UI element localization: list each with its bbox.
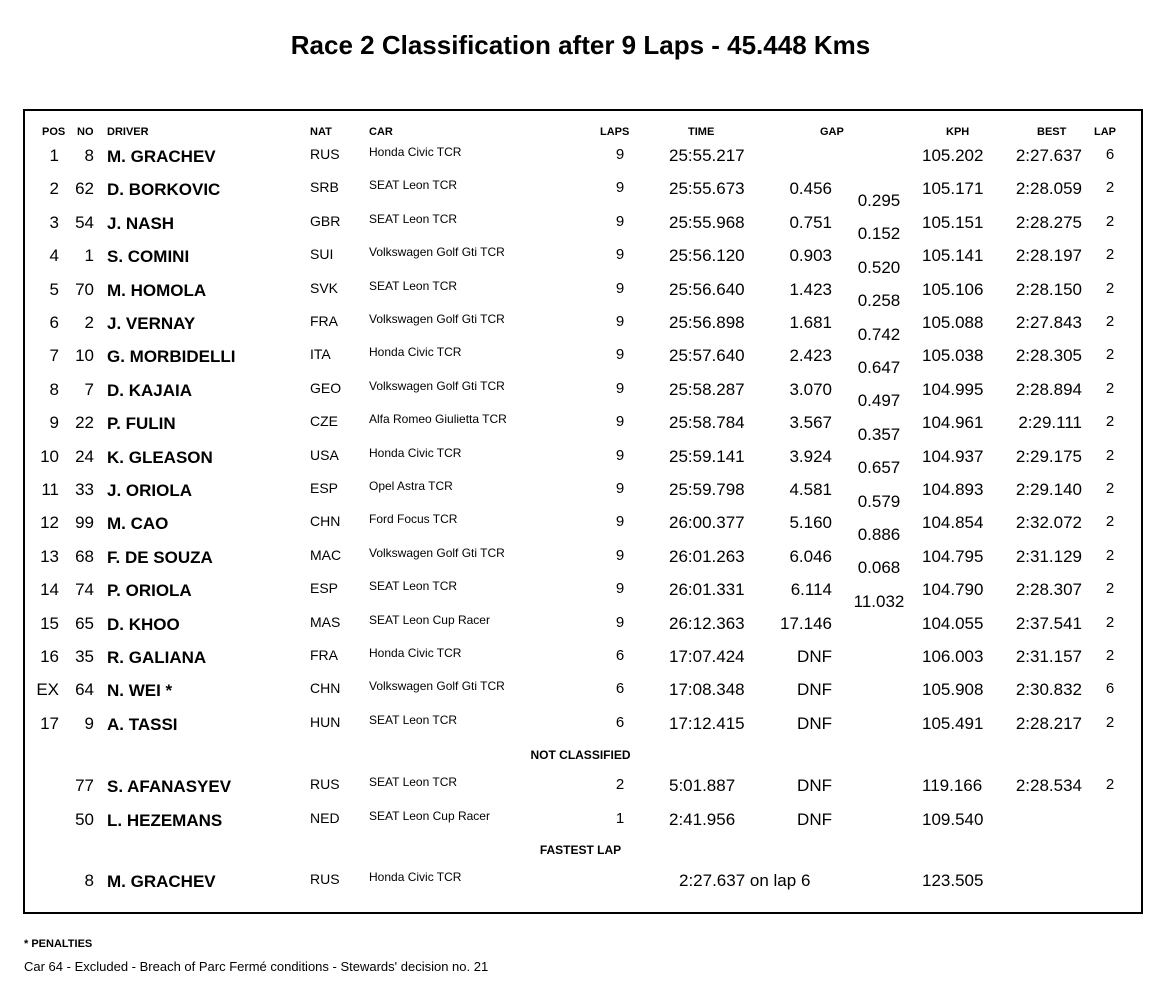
cell-pos: 2	[49, 179, 59, 198]
cell-nat: MAS	[310, 614, 341, 630]
cell-no: 99	[75, 513, 94, 532]
not-classified-heading: NOT CLASSIFIED	[530, 748, 631, 762]
cell-time: 25:58.784	[669, 413, 745, 432]
cell-time: 25:55.217	[669, 146, 745, 165]
cell-lap: 2	[1105, 776, 1115, 793]
interval-value: 0.295	[857, 191, 901, 210]
cell-driver: D. KAJAIA	[107, 381, 193, 400]
cell-driver: J. NASH	[107, 214, 175, 233]
cell-nat: CZE	[310, 413, 338, 429]
cell-best: 2:28.197	[1015, 246, 1082, 265]
cell-no: 24	[75, 447, 94, 466]
cell-nat: SVK	[310, 280, 339, 296]
cell-no: 1	[84, 246, 94, 265]
cell-gap: DNF	[797, 680, 832, 699]
cell-kph: 119.166	[922, 776, 983, 795]
cell-kph: 104.961	[922, 413, 984, 432]
cell-laps: 9	[615, 213, 625, 230]
cell-nat: ITA	[310, 346, 331, 362]
cell-car: Honda Civic TCR	[369, 446, 462, 460]
cell-kph: 104.937	[922, 447, 984, 466]
cell-kph: 104.893	[922, 480, 984, 499]
cell-kph: 105.088	[922, 313, 984, 332]
cell-driver: J. VERNAY	[107, 314, 196, 333]
cell-driver: K. GLEASON	[107, 448, 213, 467]
interval-value: 0.579	[857, 492, 901, 511]
cell-gap: 5.160	[789, 513, 832, 532]
cell-driver: G. MORBIDELLI	[107, 347, 236, 366]
cell-driver: L. HEZEMANS	[107, 811, 223, 830]
table-row	[0, 508, 1161, 541]
fastest-lap-nat: RUS	[310, 871, 340, 887]
cell-no: 74	[75, 580, 94, 599]
header-driver: DRIVER	[107, 126, 149, 138]
cell-driver: S. COMINI	[107, 247, 190, 266]
cell-lap: 2	[1105, 647, 1115, 664]
table-row	[0, 208, 1161, 241]
cell-best: 2:37.541	[1015, 614, 1082, 633]
fastest-lap-car: Honda Civic TCR	[369, 870, 462, 884]
not-classified-row	[0, 771, 1161, 804]
cell-driver: F. DE SOUZA	[107, 548, 213, 567]
cell-no: 77	[75, 776, 94, 795]
cell-laps: 9	[615, 313, 625, 330]
interval-value: 0.152	[857, 224, 901, 243]
not-classified-row	[0, 805, 1161, 838]
cell-driver: S. AFANASYEV	[107, 777, 232, 796]
cell-kph: 105.038	[922, 346, 984, 365]
cell-lap: 2	[1105, 246, 1115, 263]
cell-lap: 6	[1105, 680, 1115, 697]
cell-time: 25:55.968	[669, 213, 745, 232]
cell-lap: 6	[1105, 146, 1115, 163]
cell-laps: 9	[615, 447, 625, 464]
cell-car: SEAT Leon TCR	[369, 178, 458, 192]
cell-lap: 2	[1105, 614, 1115, 631]
cell-lap: 2	[1105, 547, 1115, 564]
table-row	[0, 341, 1161, 374]
cell-best: 2:28.305	[1015, 346, 1082, 365]
cell-car: Volkswagen Golf Gti TCR	[369, 379, 505, 393]
cell-car: Ford Focus TCR	[369, 512, 458, 526]
cell-kph: 105.908	[922, 680, 984, 699]
table-row	[0, 675, 1161, 708]
cell-nat: FRA	[310, 313, 338, 329]
cell-laps: 9	[615, 146, 625, 163]
header-kph: KPH	[946, 126, 970, 138]
cell-nat: HUN	[310, 714, 341, 730]
page-title: Race 2 Classification after 9 Laps - 45.448 Kms	[290, 30, 871, 60]
cell-car: SEAT Leon TCR	[369, 775, 458, 789]
cell-car: SEAT Leon Cup Racer	[369, 613, 490, 627]
interval-value: 0.657	[857, 458, 901, 477]
cell-nat: SRB	[310, 179, 339, 195]
cell-nat: USA	[310, 447, 339, 463]
cell-best: 2:28.059	[1015, 179, 1082, 198]
cell-pos: 10	[40, 447, 59, 466]
cell-kph: 105.491	[922, 714, 984, 733]
interval-value: 0.742	[857, 325, 901, 344]
cell-laps: 9	[615, 280, 625, 297]
cell-pos: 9	[49, 413, 59, 432]
cell-time: 17:08.348	[669, 680, 745, 699]
cell-driver: N. WEI *	[107, 681, 173, 700]
cell-nat: RUS	[310, 146, 340, 162]
cell-driver: A. TASSI	[107, 715, 178, 734]
cell-laps: 9	[615, 513, 625, 530]
cell-nat: ESP	[310, 580, 339, 596]
cell-no: 8	[84, 146, 94, 165]
cell-kph: 104.055	[922, 614, 984, 633]
cell-time: 17:07.424	[669, 647, 745, 666]
cell-lap: 2	[1105, 280, 1115, 297]
cell-nat: GEO	[310, 380, 342, 396]
cell-lap: 2	[1105, 714, 1115, 731]
interval-value: 11.032	[853, 592, 905, 611]
cell-lap: 2	[1105, 313, 1115, 330]
cell-driver: D. KHOO	[107, 615, 180, 634]
cell-best: 2:29.111	[1018, 413, 1082, 432]
cell-gap: 1.423	[789, 280, 832, 299]
cell-nat: ESP	[310, 480, 339, 496]
cell-kph: 104.995	[922, 380, 984, 399]
fastest-lap-time: 2:27.637 on lap 6	[679, 871, 811, 890]
cell-laps: 9	[615, 547, 625, 564]
cell-kph: 105.141	[922, 246, 984, 265]
cell-gap: 0.751	[789, 213, 832, 232]
cell-pos: 12	[40, 513, 59, 532]
cell-pos: 14	[40, 580, 59, 599]
cell-no: 64	[75, 680, 94, 699]
cell-best: 2:29.175	[1015, 447, 1082, 466]
cell-lap: 2	[1105, 447, 1115, 464]
cell-lap: 2	[1105, 513, 1115, 530]
fastest-lap-kph: 123.505	[922, 871, 984, 890]
cell-laps: 9	[615, 413, 625, 430]
header-no: NO	[77, 126, 94, 138]
fastest-lap-row	[0, 866, 1161, 899]
cell-lap: 2	[1105, 346, 1115, 363]
cell-gap: 3.924	[789, 447, 832, 466]
cell-car: SEAT Leon TCR	[369, 279, 458, 293]
header-car: CAR	[369, 126, 393, 138]
cell-laps: 1	[615, 810, 625, 827]
cell-pos: 6	[49, 313, 59, 332]
cell-kph: 104.790	[922, 580, 984, 599]
cell-gap: 1.681	[789, 313, 832, 332]
cell-gap: DNF	[797, 647, 832, 666]
cell-lap: 2	[1105, 413, 1115, 430]
interval-value: 0.258	[857, 291, 901, 310]
cell-laps: 9	[615, 346, 625, 363]
cell-pos: 1	[49, 146, 59, 165]
table-row	[0, 308, 1161, 341]
cell-pos: 8	[49, 380, 59, 399]
cell-lap: 2	[1105, 580, 1115, 597]
table-row	[0, 642, 1161, 675]
cell-nat: RUS	[310, 776, 340, 792]
cell-lap: 2	[1105, 380, 1115, 397]
penalties-text: Car 64 - Excluded - Breach of Parc Fermé conditions - Stewards' decision no. 21	[24, 959, 489, 974]
cell-pos: 3	[49, 213, 59, 232]
cell-car: Opel Astra TCR	[369, 479, 453, 493]
cell-time: 25:56.120	[669, 246, 745, 265]
cell-gap: 0.903	[789, 246, 832, 265]
cell-car: Volkswagen Golf Gti TCR	[369, 679, 505, 693]
cell-laps: 9	[615, 179, 625, 196]
cell-time: 26:00.377	[669, 513, 745, 532]
fastest-lap-no: 8	[84, 871, 94, 890]
cell-laps: 6	[615, 680, 625, 697]
cell-best: 2:29.140	[1015, 480, 1082, 499]
table-row	[0, 709, 1161, 742]
cell-laps: 9	[615, 246, 625, 263]
table-row	[0, 575, 1161, 608]
cell-no: 35	[75, 647, 94, 666]
cell-time: 25:56.640	[669, 280, 745, 299]
cell-car: Volkswagen Golf Gti TCR	[369, 312, 505, 326]
interval-value: 0.886	[857, 525, 901, 544]
cell-driver: M. CAO	[107, 514, 169, 533]
cell-kph: 106.003	[922, 647, 984, 666]
cell-car: SEAT Leon Cup Racer	[369, 809, 490, 823]
table-row	[0, 241, 1161, 274]
cell-driver: M. GRACHEV	[107, 147, 216, 166]
cell-time: 26:12.363	[669, 614, 745, 633]
cell-pos: 17	[40, 714, 59, 733]
table-row	[0, 375, 1161, 408]
cell-nat: GBR	[310, 213, 341, 229]
cell-car: Honda Civic TCR	[369, 345, 462, 359]
cell-best: 2:28.150	[1015, 280, 1082, 299]
cell-no: 62	[75, 179, 94, 198]
cell-car: Honda Civic TCR	[369, 646, 462, 660]
cell-laps: 9	[615, 480, 625, 497]
cell-laps: 9	[615, 580, 625, 597]
cell-gap: 17.146	[780, 614, 832, 633]
cell-time: 25:59.798	[669, 480, 745, 499]
header-laps: LAPS	[600, 126, 630, 138]
cell-laps: 9	[615, 380, 625, 397]
header-nat: NAT	[310, 126, 332, 138]
cell-best: 2:28.534	[1015, 776, 1082, 795]
cell-gap: DNF	[797, 714, 832, 733]
cell-nat: CHN	[310, 513, 341, 529]
cell-best: 2:27.843	[1015, 313, 1082, 332]
cell-time: 2:41.956	[669, 810, 736, 829]
cell-kph: 105.106	[922, 280, 984, 299]
cell-pos: 16	[40, 647, 59, 666]
cell-time: 26:01.263	[669, 547, 745, 566]
cell-kph: 104.854	[922, 513, 984, 532]
interval-value: 0.647	[857, 358, 901, 377]
table-row	[0, 408, 1161, 441]
table-row	[0, 141, 1161, 174]
cell-gap: 6.114	[790, 580, 832, 599]
cell-laps: 9	[615, 614, 625, 631]
cell-kph: 109.540	[922, 810, 984, 829]
cell-car: Volkswagen Golf Gti TCR	[369, 245, 505, 259]
cell-driver: J. ORIOLA	[107, 481, 193, 500]
cell-driver: P. FULIN	[107, 414, 176, 433]
cell-best: 2:32.072	[1015, 513, 1082, 532]
cell-gap: DNF	[797, 776, 832, 795]
cell-no: 65	[75, 614, 94, 633]
cell-driver: M. HOMOLA	[107, 281, 207, 300]
cell-nat: MAC	[310, 547, 342, 563]
cell-time: 25:59.141	[669, 447, 745, 466]
cell-gap: 3.070	[789, 380, 832, 399]
cell-driver: P. ORIOLA	[107, 581, 192, 600]
cell-nat: SUI	[310, 246, 334, 262]
interval-value: 0.497	[857, 391, 901, 410]
cell-no: 68	[75, 547, 94, 566]
cell-gap: 3.567	[789, 413, 832, 432]
cell-time: 26:01.331	[669, 580, 745, 599]
table-row	[0, 442, 1161, 475]
interval-value: 0.068	[857, 558, 901, 577]
cell-driver: R. GALIANA	[107, 648, 207, 667]
cell-time: 5:01.887	[669, 776, 736, 795]
cell-pos: 5	[49, 280, 59, 299]
cell-no: 9	[84, 714, 94, 733]
cell-kph: 105.202	[922, 146, 984, 165]
cell-best: 2:30.832	[1015, 680, 1082, 699]
cell-nat: CHN	[310, 680, 341, 696]
cell-no: 54	[75, 213, 94, 232]
cell-pos: 11	[41, 480, 59, 499]
cell-car: Honda Civic TCR	[369, 145, 462, 159]
cell-car: Alfa Romeo Giulietta TCR	[369, 412, 507, 426]
cell-best: 2:31.157	[1015, 647, 1082, 666]
cell-kph: 105.151	[922, 213, 984, 232]
header-lap: LAP	[1094, 126, 1116, 138]
fastest-lap-driver: M. GRACHEV	[107, 872, 216, 891]
cell-nat: FRA	[310, 647, 338, 663]
cell-time: 17:12.415	[669, 714, 745, 733]
cell-gap: 2.423	[789, 346, 832, 365]
cell-no: 22	[75, 413, 94, 432]
cell-kph: 105.171	[922, 179, 984, 198]
cell-time: 25:56.898	[669, 313, 745, 332]
cell-gap: DNF	[797, 810, 832, 829]
cell-pos: 4	[49, 246, 59, 265]
header-best: BEST	[1037, 126, 1067, 138]
penalties-title: * PENALTIES	[24, 938, 93, 950]
cell-lap: 2	[1105, 179, 1115, 196]
table-row	[0, 475, 1161, 508]
cell-no: 33	[75, 480, 94, 499]
fastest-lap-heading: FASTEST LAP	[539, 843, 622, 857]
cell-car: SEAT Leon TCR	[369, 579, 458, 593]
cell-pos: 13	[40, 547, 59, 566]
cell-nat: NED	[310, 810, 340, 826]
cell-lap: 2	[1105, 213, 1115, 230]
cell-car: Volkswagen Golf Gti TCR	[369, 546, 505, 560]
cell-best: 2:28.307	[1015, 580, 1082, 599]
cell-pos: EX	[36, 680, 59, 699]
cell-no: 10	[75, 346, 94, 365]
cell-laps: 6	[615, 714, 625, 731]
cell-time: 25:55.673	[669, 179, 745, 198]
cell-car: SEAT Leon TCR	[369, 713, 458, 727]
table-row	[0, 542, 1161, 575]
cell-kph: 104.795	[922, 547, 984, 566]
table-row	[0, 609, 1161, 642]
header-pos: POS	[42, 126, 66, 138]
interval-value: 0.520	[857, 258, 901, 277]
cell-gap: 0.456	[789, 179, 832, 198]
table-row	[0, 174, 1161, 207]
cell-best: 2:28.894	[1015, 380, 1082, 399]
cell-lap: 2	[1105, 480, 1115, 497]
cell-laps: 2	[615, 776, 625, 793]
cell-car: SEAT Leon TCR	[369, 212, 458, 226]
cell-best: 2:31.129	[1015, 547, 1082, 566]
cell-gap: 6.046	[789, 547, 832, 566]
interval-value: 0.357	[857, 425, 901, 444]
cell-best: 2:28.275	[1015, 213, 1082, 232]
cell-laps: 6	[615, 647, 625, 664]
table-row	[0, 275, 1161, 308]
cell-pos: 7	[49, 346, 59, 365]
cell-driver: D. BORKOVIC	[107, 180, 221, 199]
cell-no: 2	[84, 313, 94, 332]
header-time: TIME	[688, 126, 715, 138]
cell-gap: 4.581	[789, 480, 832, 499]
cell-time: 25:58.287	[669, 380, 745, 399]
cell-time: 25:57.640	[669, 346, 745, 365]
cell-best: 2:28.217	[1015, 714, 1082, 733]
header-gap: GAP	[820, 126, 844, 138]
cell-best: 2:27.637	[1015, 146, 1082, 165]
cell-no: 70	[75, 280, 94, 299]
cell-no: 50	[75, 810, 94, 829]
cell-no: 7	[84, 380, 94, 399]
cell-pos: 15	[40, 614, 59, 633]
